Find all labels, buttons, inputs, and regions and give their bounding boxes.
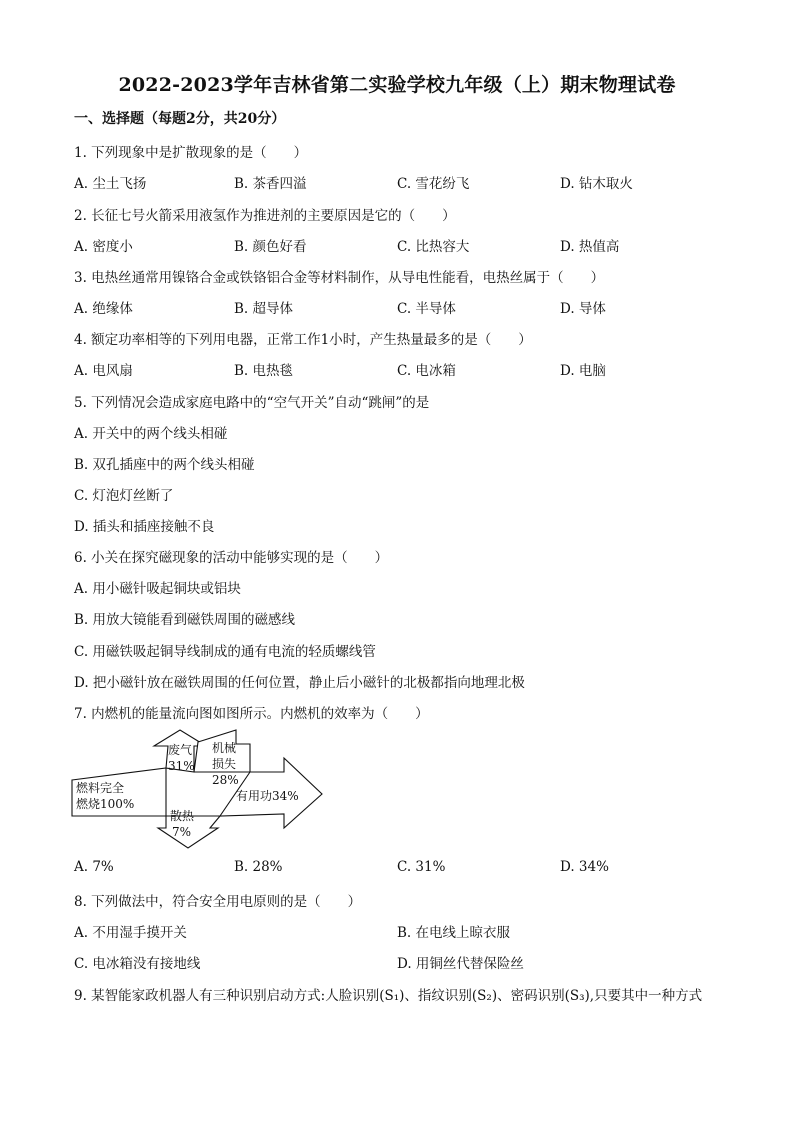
q5-option-a: A. 开关中的两个线头相碰 (74, 426, 228, 442)
q6-option-d: D. 把小磁针放在磁铁周围的任何位置，静止后小磁针的北极都指向地理北极 (74, 675, 525, 691)
question-6-stem: 6. 小关在探究磁现象的活动中能够实现的是（ ） (74, 550, 389, 566)
fuel-label-line1: 燃料完全 (76, 781, 125, 795)
energy-flow-diagram (70, 728, 330, 850)
question-5-stem: 5. 下列情况会造成家庭电路中的“空气开关”自动“跳闸”的是 (74, 395, 430, 411)
q3-option-d: D. 导体 (560, 301, 606, 317)
exam-title: 2022-2023学年吉林省第二实验学校九年级（上）期末物理试卷 (118, 74, 676, 96)
q2-option-d: D. 热值高 (560, 239, 620, 255)
question-4-stem: 4. 额定功率相等的下列用电器，正常工作1小时，产生热量最多的是（ ） (74, 332, 532, 348)
q5-option-c: C. 灯泡灯丝断了 (74, 488, 174, 504)
q6-option-a: A. 用小磁针吸起铜块或铝块 (74, 581, 241, 597)
q5-option-d: D. 插头和插座接触不良 (74, 519, 215, 535)
q2-option-a: A. 密度小 (74, 239, 133, 255)
question-8-stem: 8. 下列做法中，符合安全用电原则的是（ ） (74, 894, 362, 910)
q7-option-d: D. 34% (560, 859, 609, 875)
question-1-stem: 1. 下列现象中是扩散现象的是（ ） (74, 145, 308, 161)
useful-work-label: 有用功34% (236, 789, 299, 803)
q4-option-c: C. 电冰箱 (397, 363, 456, 379)
q6-option-b: B. 用放大镜能看到磁铁周围的磁感线 (74, 612, 296, 628)
exhaust-label-line1: 废气 (168, 743, 193, 757)
section-heading: 一、选择题（每题2分，共20分） (74, 111, 286, 127)
q2-option-b: B. 颜色好看 (234, 239, 307, 255)
q4-option-a: A. 电风扇 (74, 363, 133, 379)
question-3-stem: 3. 电热丝通常用镍铬合金或铁铬铝合金等材料制作，从导电性能看，电热丝属于（ ） (74, 270, 605, 286)
q5-option-b: B. 双孔插座中的两个线头相碰 (74, 457, 255, 473)
q3-option-a: A. 绝缘体 (74, 301, 133, 317)
q2-option-c: C. 比热容大 (397, 239, 470, 255)
q7-option-a: A. 7% (74, 859, 114, 875)
q8-option-c: C. 电冰箱没有接地线 (74, 956, 201, 972)
q6-option-c: C. 用磁铁吸起铜导线制成的通有电流的轻质螺线管 (74, 644, 376, 660)
heat-label-line1: 散热 (170, 809, 195, 823)
q3-option-c: C. 半导体 (397, 301, 456, 317)
q1-option-a: A. 尘土飞扬 (74, 176, 147, 192)
q8-option-a: A. 不用湿手摸开关 (74, 925, 187, 941)
exhaust-label-line2: 31% (168, 759, 195, 773)
q4-option-b: B. 电热毯 (234, 363, 294, 379)
mech-label-line3: 28% (212, 773, 239, 787)
q1-option-c: C. 雪花纷飞 (397, 176, 470, 192)
heat-label-line2: 7% (172, 825, 192, 839)
mech-label-line1: 机械 (212, 741, 237, 755)
q1-option-d: D. 钻木取火 (560, 176, 633, 192)
q1-option-b: B. 茶香四溢 (234, 176, 307, 192)
mech-label-line2: 损失 (212, 757, 237, 771)
q7-option-b: B. 28% (234, 859, 283, 875)
q4-option-d: D. 电脑 (560, 363, 606, 379)
fuel-label-line2: 燃烧100% (76, 797, 135, 811)
q8-option-d: D. 用铜丝代替保险丝 (397, 956, 524, 972)
q7-option-c: C. 31% (397, 859, 446, 875)
question-9-stem: 9. 某智能家政机器人有三种识别启动方式:人脸识别(S₁)、指纹识别(S₂)、密码识别(S₃),只要其中一种方式 (74, 988, 703, 1004)
question-7-stem: 7. 内燃机的能量流向图如图所示。内燃机的效率为（ ） (74, 706, 429, 722)
q8-option-b: B. 在电线上晾衣服 (397, 925, 511, 941)
question-2-stem: 2. 长征七号火箭采用液氢作为推进剂的主要原因是它的（ ） (74, 208, 456, 224)
q3-option-b: B. 超导体 (234, 301, 294, 317)
